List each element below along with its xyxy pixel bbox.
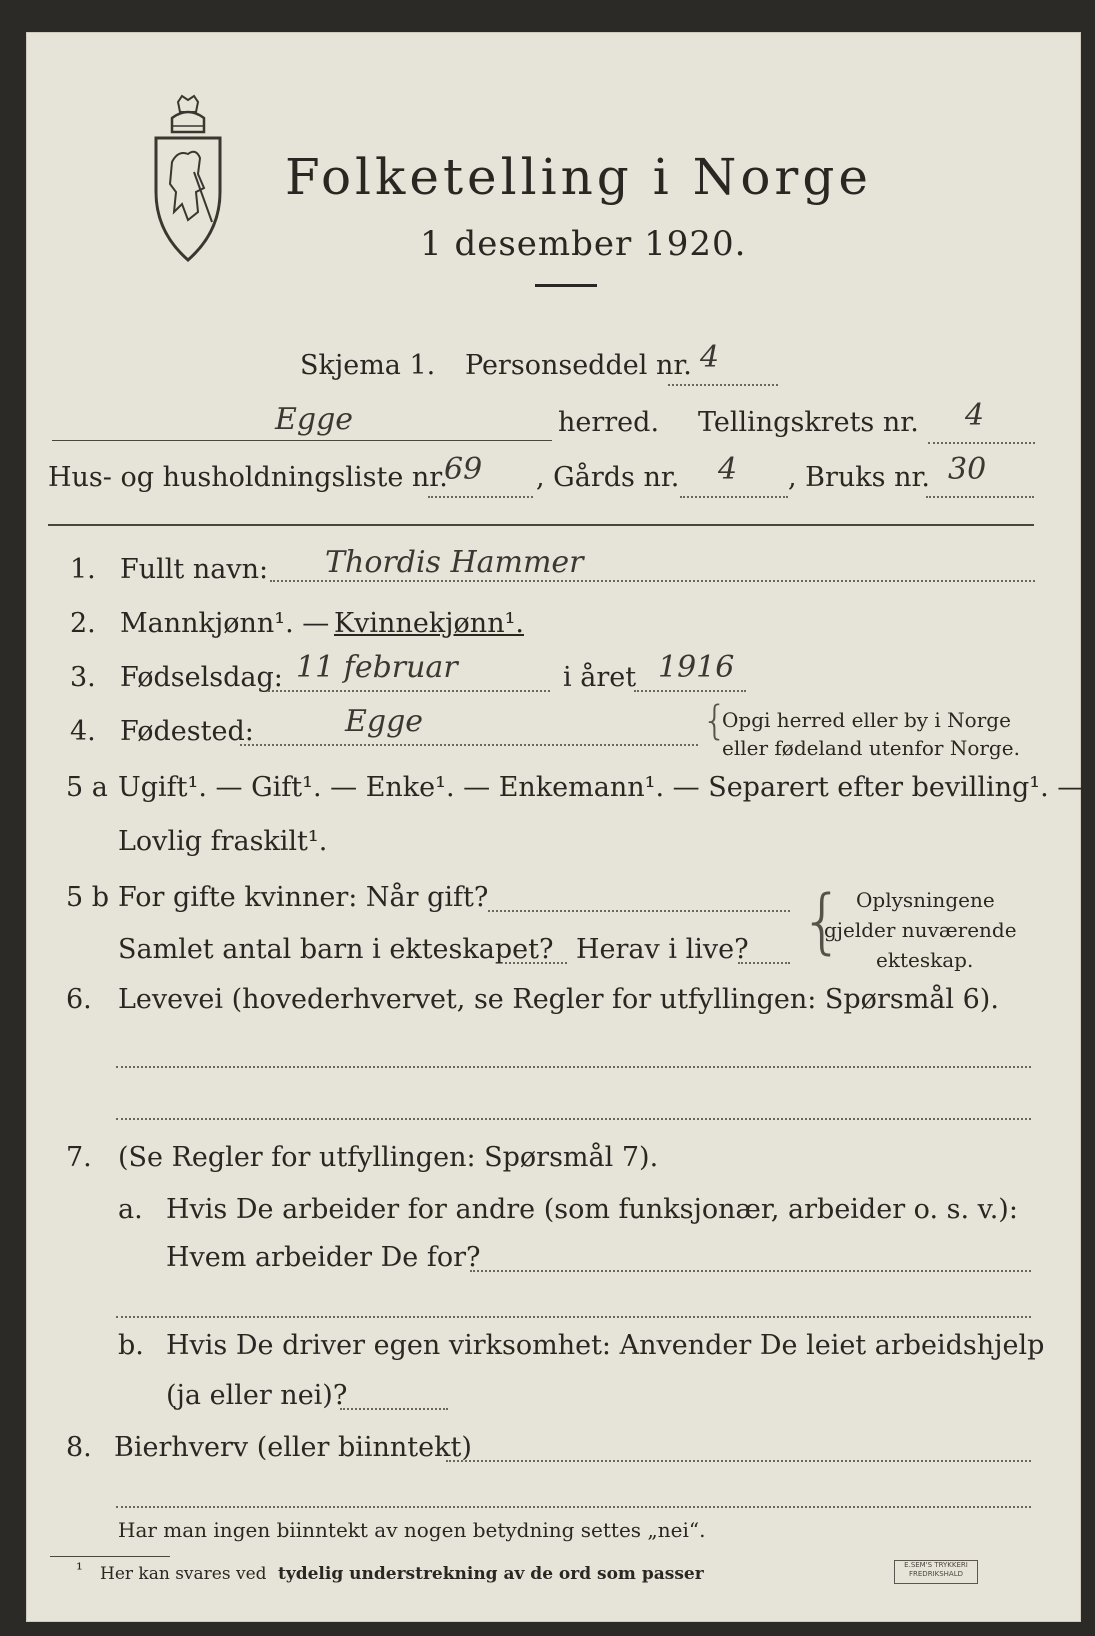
personseddel-label: Personseddel nr. (465, 350, 692, 381)
gards-label: , Gårds nr. (536, 462, 680, 493)
q6-number: 6. (66, 984, 92, 1015)
q3-year-label: i året (563, 662, 637, 693)
printer-stamp-line2: FREDRIKSHALD (908, 1570, 963, 1578)
q4-label: Fødested: (120, 716, 254, 747)
q5b-alive-line (738, 962, 790, 964)
q7a-answer-line2[interactable] (116, 1316, 1031, 1318)
hus-value[interactable]: 69 (444, 452, 483, 487)
birthplace-value[interactable]: Egge (345, 704, 424, 739)
footnote-rule (50, 1556, 170, 1557)
personseddel-value[interactable]: 4 (700, 340, 720, 375)
hus-label: Hus- og husholdningsliste nr. (48, 462, 448, 493)
q7b-line1: Hvis De driver egen virksomhet: Anvender De leiet arbeidshjelp (166, 1330, 1045, 1361)
hus-line (428, 496, 533, 498)
q3-number: 3. (70, 662, 96, 693)
herred-line (52, 440, 552, 441)
q8-number: 8. (66, 1432, 92, 1463)
q5b-children-line (505, 962, 567, 964)
bruks-label: , Bruks nr. (788, 462, 931, 493)
form-title: Folketelling i Norge (285, 148, 872, 206)
q5b-children-label: Samlet antal barn i ekteskapet? (118, 934, 554, 965)
q7a-line2: Hvem arbeider De for? (166, 1242, 481, 1273)
title-divider (535, 284, 597, 287)
q7b-line2: (ja eller nei)? (166, 1380, 348, 1411)
sex-male-option[interactable]: Mannkjønn¹. — (120, 608, 330, 639)
q6-label: Levevei (hovederhvervet, se Regler for utfyllingen: Spørsmål 6). (118, 984, 999, 1015)
tellingskrets-line (928, 442, 1035, 444)
marital-status-divorced[interactable]: Lovlig fraskilt¹. (118, 826, 328, 857)
bruks-value[interactable]: 30 (948, 452, 987, 487)
birthday-value[interactable]: 11 februar (296, 650, 458, 685)
schema-label: Skjema 1. (300, 350, 436, 381)
form-date: 1 desember 1920. (420, 224, 747, 264)
q1-number: 1. (70, 554, 96, 585)
footnote-number: ¹ (76, 1560, 83, 1580)
q5b-married-label: For gifte kvinner: Når gift? (118, 882, 489, 913)
printer-stamp-line1: E.SEM'S TRYKKERI (904, 1561, 968, 1569)
q6-answer-line1[interactable] (116, 1066, 1031, 1068)
q6-answer-line2[interactable] (116, 1118, 1031, 1120)
tellingskrets-value[interactable]: 4 (965, 398, 985, 433)
herred-label: herred. (558, 407, 660, 438)
q2-number: 2. (70, 608, 96, 639)
q7-number: 7. (66, 1142, 92, 1173)
q3-line (268, 690, 550, 692)
personseddel-line (668, 384, 778, 386)
footnote-text-a: Her kan svares ved (100, 1564, 267, 1584)
q4-line (240, 744, 698, 746)
gards-value[interactable]: 4 (718, 452, 738, 487)
q1-label: Fullt navn: (120, 554, 269, 585)
full-name-value[interactable]: Thordis Hammer (325, 545, 584, 580)
herred-value[interactable]: Egge (275, 402, 354, 437)
header-separator (48, 524, 1034, 526)
tellingskrets-label: Tellingskrets nr. (698, 407, 919, 438)
bruks-line (926, 496, 1034, 498)
q3-year-line (634, 690, 746, 692)
q5a-number: 5 a (66, 772, 108, 803)
q7a-line1: Hvis De arbeider for andre (som funksjonær, arbeider o. s. v.): (166, 1194, 1018, 1225)
q8-answer-line2[interactable] (116, 1506, 1031, 1508)
q7a-answer-line[interactable] (470, 1270, 1031, 1272)
biinntekt-note: Har man ingen biinntekt av nogen betydning settes „nei“. (118, 1518, 706, 1542)
sex-female-option[interactable]: Kvinnekjønn¹. (334, 608, 524, 639)
q7b-answer-line[interactable] (340, 1408, 448, 1410)
birth-year-value[interactable]: 1916 (658, 650, 735, 685)
q7-label: (Se Regler for utfyllingen: Spørsmål 7). (118, 1142, 659, 1173)
q4-note-line2: eller fødeland utenfor Norge. (722, 736, 1020, 760)
q4-number: 4. (70, 716, 96, 747)
printer-stamp (894, 1560, 978, 1584)
q4-note-line1: Opgi herred eller by i Norge (722, 708, 1011, 732)
gards-line (680, 496, 788, 498)
q5b-note-line2: gjelder nuværende (824, 918, 1017, 942)
norway-coat-of-arms-icon (148, 92, 228, 262)
q7b-number: b. (118, 1330, 144, 1361)
q4-brace: { (702, 698, 728, 744)
q8-label: Bierhverv (eller biinntekt) (114, 1432, 472, 1463)
q1-line (270, 580, 1035, 582)
q5b-note-line3: ekteskap. (876, 948, 974, 972)
q5b-note-line1: Oplysningene (856, 888, 995, 912)
q3-label: Fødselsdag: (120, 662, 283, 693)
q5b-alive-label: Herav i live? (576, 934, 749, 965)
q5b-married-line (488, 910, 790, 912)
q5b-brace: { (800, 880, 845, 962)
footnote-text-b: tydelig understrekning av de ord som passer (278, 1564, 704, 1584)
q7a-number: a. (118, 1194, 143, 1225)
marital-status-options[interactable]: Ugift¹. — Gift¹. — Enke¹. — Enkemann¹. — Separert efter bevilling¹. — (118, 772, 1085, 803)
q8-answer-line[interactable] (446, 1460, 1031, 1462)
q5b-number: 5 b (66, 882, 110, 913)
